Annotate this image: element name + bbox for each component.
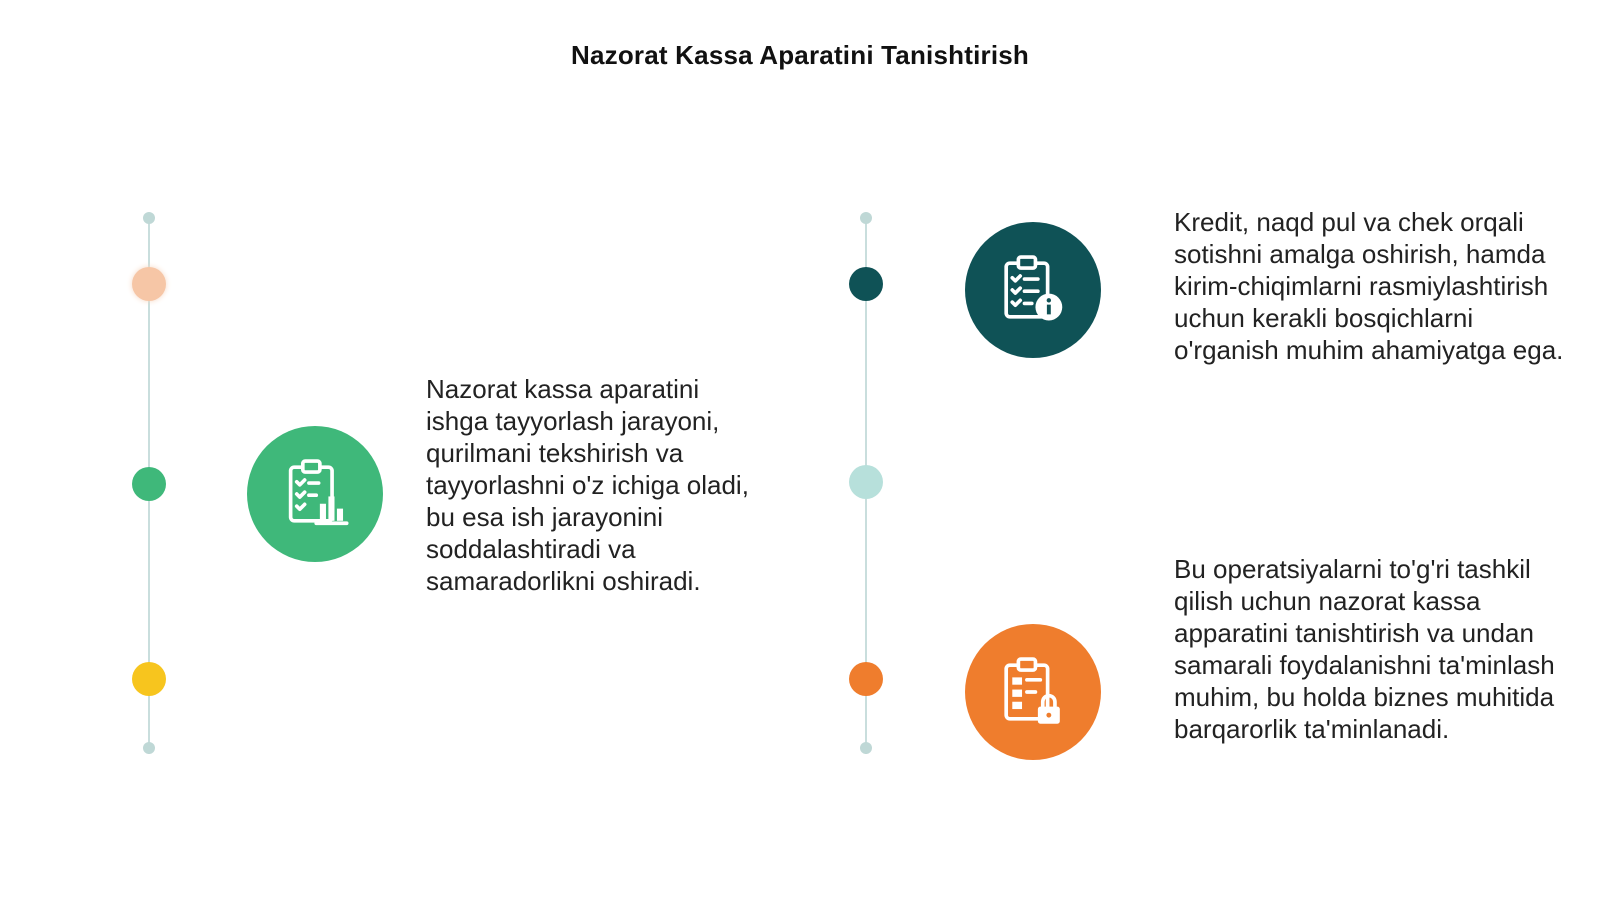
clipboard-info-icon bbox=[994, 251, 1072, 329]
clipboard-chart-icon bbox=[276, 455, 354, 533]
timeline-start-dot bbox=[860, 212, 872, 224]
timeline-end-dot bbox=[143, 742, 155, 754]
timeline-dot-yellow bbox=[132, 662, 166, 696]
left-timeline bbox=[129, 210, 169, 760]
clipboard-lock-icon bbox=[994, 653, 1072, 731]
timeline-dot-peach bbox=[132, 267, 166, 301]
timeline-dot-orange bbox=[849, 662, 883, 696]
timeline-dot-green bbox=[132, 467, 166, 501]
item-1-text: Nazorat kassa aparatini ishga tayyorlash jarayoni, qurilmani tekshirish va tayyorlashni o'z ichiga oladi, bu esa ish jarayonini soddalashtiradi va samaradorlikni oshiradi. bbox=[426, 374, 749, 596]
timeline-dot-light-teal bbox=[849, 465, 883, 499]
timeline-end-dot bbox=[860, 742, 872, 754]
timeline-dot-dark-teal bbox=[849, 267, 883, 301]
item-3-text: Bu operatsiyalarni to'g'ri tashkil qilish uchun nazorat kassa apparatini tanishtirish va undan samarali foydalanishni ta'minlash muhim, bu holda biznes muhitida barqarorlik ta'minlanadi. bbox=[1174, 554, 1555, 744]
item-3-icon-circle bbox=[965, 624, 1101, 760]
timeline-start-dot bbox=[143, 212, 155, 224]
page-title: Nazorat Kassa Aparatini Tanishtirish bbox=[571, 40, 1029, 70]
item-2-icon-circle bbox=[965, 222, 1101, 358]
item-1-icon-circle bbox=[247, 426, 383, 562]
right-timeline bbox=[846, 210, 886, 760]
item-2-text: Kredit, naqd pul va chek orqali sotishni amalga oshirish, hamda kirim-chiqimlarni rasmiylashtirish uchun kerakli bosqichlarni o'rganish muhim ahamiyatga ega. bbox=[1174, 207, 1564, 365]
